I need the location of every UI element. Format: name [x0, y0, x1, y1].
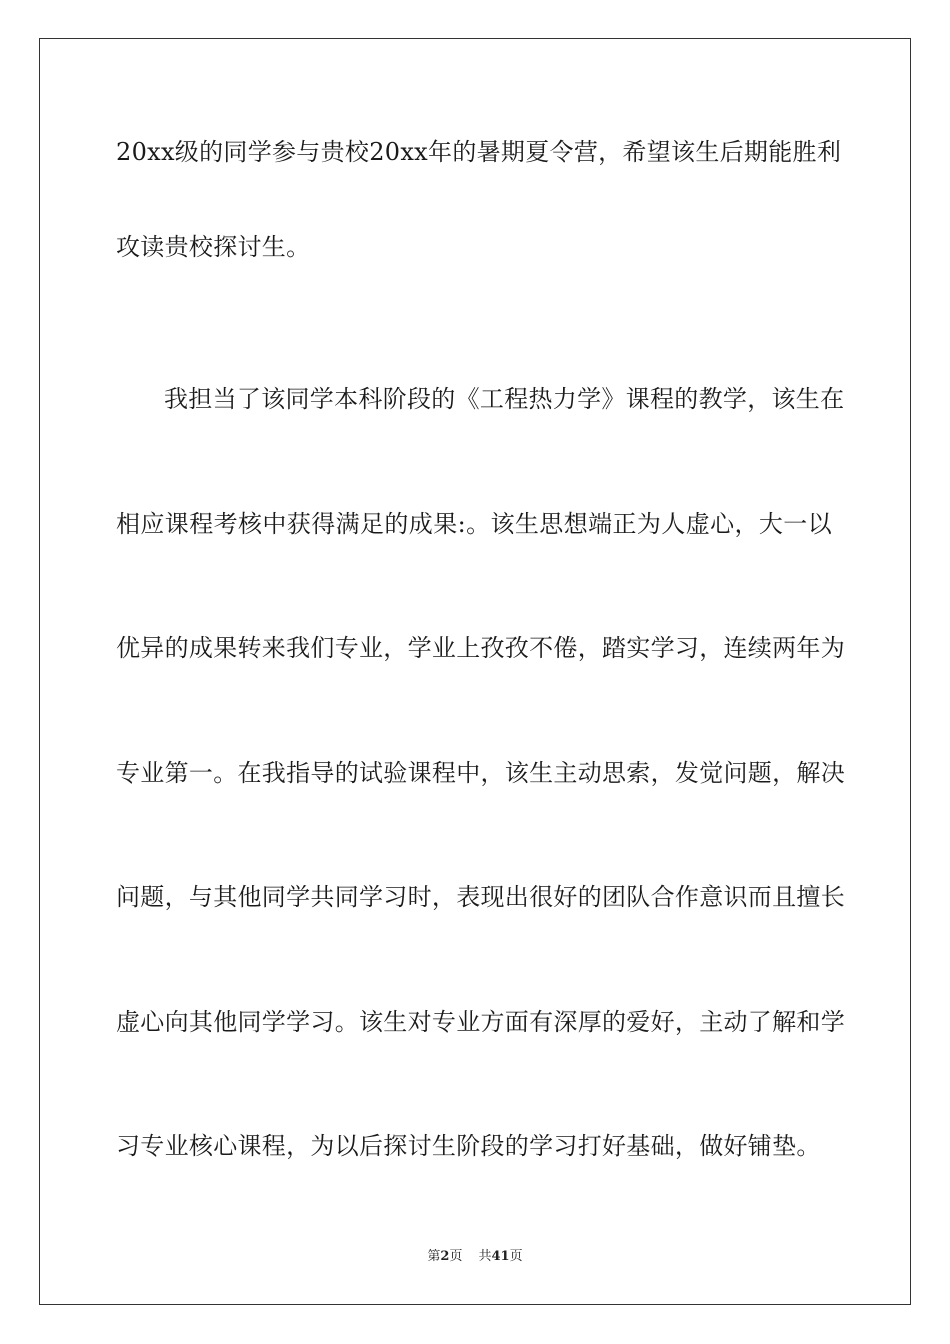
footer-total-suffix: 页: [509, 1249, 523, 1264]
text-line: 优异的成果转来我们专业，学业上孜孜不倦，踏实学习，连续两年为: [116, 634, 845, 662]
text-line: 虚心向其他同学学习。该生对专业方面有深厚的爱好，主动了解和学: [116, 1008, 845, 1036]
text-line: 攻读贵校探讨生。: [116, 233, 311, 261]
text-line: 问题，与其他同学共同学习时，表现出很好的团队合作意识而且擅长: [116, 883, 845, 911]
text-line: 习专业核心课程，为以后探讨生阶段的学习打好基础，做好铺垫。: [116, 1132, 821, 1160]
footer-total-prefix: 共: [478, 1249, 492, 1264]
page-border: [39, 38, 911, 1305]
footer-page-suffix: 页: [449, 1249, 463, 1264]
text-line: 20xx级的同学参与贵校20xx年的暑期夏令营，希望该生后期能胜利: [116, 138, 842, 166]
text-line: 专业第一。在我指导的试验课程中，该生主动思索，发觉问题，解决: [116, 759, 845, 787]
paragraph-first-line: 我担当了该同学本科阶段的《工程热力学》课程的教学，该生在: [164, 385, 845, 413]
text-line: 相应课程考核中获得满足的成果:。该生思想端正为人虚心，大一以: [116, 510, 832, 538]
page-footer: [0, 1248, 950, 1266]
footer-total-number: 41: [491, 1249, 510, 1264]
footer-page-number: 2: [440, 1249, 450, 1264]
footer-page-prefix: 第: [427, 1249, 441, 1264]
